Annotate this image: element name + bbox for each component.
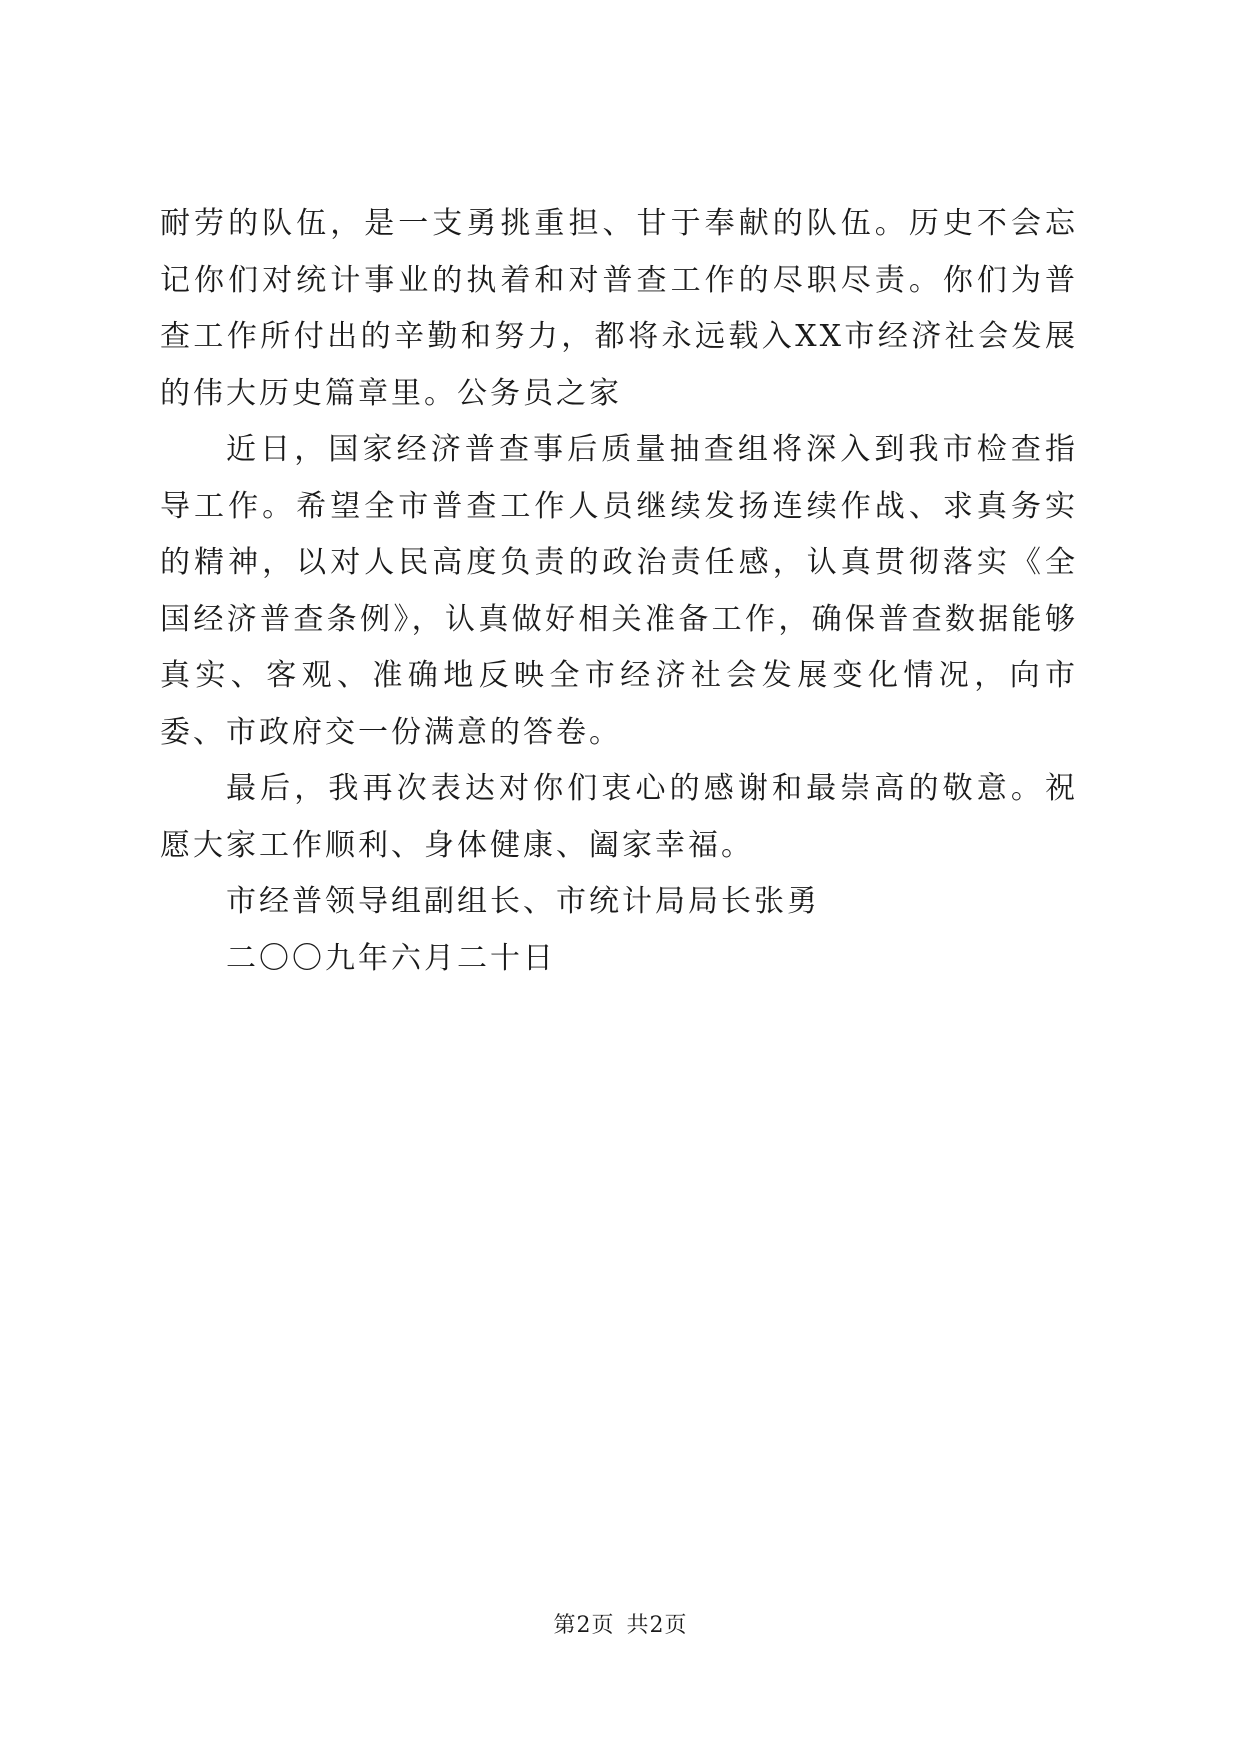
paragraph-inspection: 近日，国家经济普查事后质量抽查组将深入到我市检查指导工作。希望全市普查工作人员继续发扬连续作战、求真务实的精神，以对人民高度负责的政治责任感，认真贯彻落实《全国经济普查条例》，认真做好相关准备工作，确保普查数据能够真实、客观、准确地反映全市经济社会发展变化情况，向市委、市政府交一份满意的答卷。 (160, 432, 1078, 750)
page-number-current: 第2页 (553, 1613, 615, 1638)
page-footer (0, 1612, 1241, 1640)
paragraph-continuation: 耐劳的队伍，是一支勇挑重担、甘于奉献的队伍。历史不会忘记你们对统计事业的执着和对普查工作的尽职尽责。你们为普查工作所付出的辛勤和努力，都将永远载入XX市经济社会发展的伟大历史篇章里。公务员之家 (160, 206, 1078, 411)
document-body (160, 196, 1078, 987)
page-number-total: 共2页 (626, 1613, 688, 1638)
paragraph-closing: 最后，我再次表达对你们衷心的感谢和最崇高的敬意。祝愿大家工作顺利、身体健康、阖家幸福。 (160, 771, 1078, 863)
date-line: 二〇〇九年六月二十日 (226, 940, 556, 976)
signature-line: 市经普领导组副组长、市统计局局长张勇 (226, 884, 820, 919)
